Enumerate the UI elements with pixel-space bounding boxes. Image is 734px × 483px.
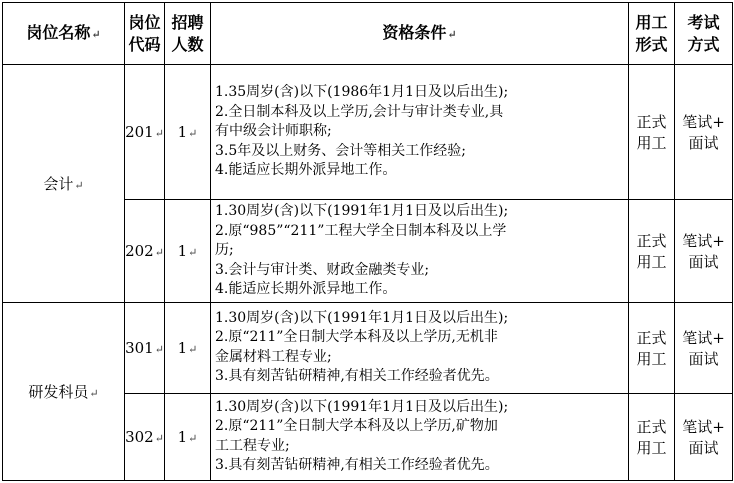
requirement-line: 2.全日制本科及以上学历,会计与审计类专业,具 — [215, 103, 504, 120]
paragraph-mark-icon: ↵ — [91, 27, 101, 41]
requirement-line: 历; — [215, 242, 234, 259]
paragraph-mark-icon: ↵ — [154, 245, 164, 259]
paragraph-mark-icon: ↵ — [188, 342, 198, 356]
position-name-cell: 研发科员↵ — [3, 302, 125, 480]
position-name-cell: 会计↵ — [3, 65, 125, 303]
requirement-line: 2.原“211”全日制大学本科及以上学历,矿物加 — [215, 418, 498, 435]
paragraph-mark-icon: ↵ — [74, 178, 84, 192]
header-employment-type: 用工 形式 — [629, 3, 675, 65]
hire-count-cell: 1↵ — [165, 65, 211, 200]
table-row — [3, 65, 733, 200]
requirement-line: 3.会计与审计类、财政金融类专业; — [215, 261, 430, 278]
requirement-line: 4.能适应长期外派异地工作。 — [215, 281, 397, 298]
recruitment-table — [2, 2, 733, 481]
position-code-cell: 302↵ — [125, 393, 165, 480]
paragraph-mark-icon: ↵ — [188, 245, 198, 259]
employment-type-cell: 正式 用工 — [629, 393, 675, 480]
requirement-line: 1.30周岁(含)以下(1991年1月1日及以后出生); — [215, 398, 509, 415]
exam-method-cell: 笔试+ 面试 — [675, 65, 733, 200]
requirement-line: 3.具有刻苦钻研精神,有相关工作经验者优先。 — [215, 368, 499, 385]
header-hire-count: 招聘 人数 — [165, 3, 211, 65]
hire-count-cell: 1↵ — [165, 302, 211, 393]
hire-count-cell: 1↵ — [165, 393, 211, 480]
requirement-line: 金属材料工程专业; — [215, 348, 332, 365]
requirements-cell — [211, 65, 629, 200]
requirement-line: 1.35周岁(含)以下(1986年1月1日及以后出生); — [215, 84, 509, 101]
table-row — [3, 302, 733, 393]
requirements-cell — [211, 393, 629, 480]
requirement-line: 1.30周岁(含)以下(1991年1月1日及以后出生); — [215, 203, 509, 220]
paragraph-mark-icon: ↵ — [447, 27, 457, 41]
requirement-line: 2.原“211”全日制大学本科及以上学历,无机非 — [215, 329, 498, 346]
header-position-name: 岗位名称↵ — [3, 3, 125, 65]
requirements-cell — [211, 302, 629, 393]
paragraph-mark-icon: ↵ — [154, 127, 164, 141]
employment-type-cell: 正式 用工 — [629, 302, 675, 393]
hire-count-cell: 1↵ — [165, 200, 211, 302]
exam-method-cell: 笔试+ 面试 — [675, 200, 733, 302]
requirement-line: 1.30周岁(含)以下(1991年1月1日及以后出生); — [215, 309, 509, 326]
requirement-line: 3.5年及以上财务、会计等相关工作经验; — [215, 142, 466, 159]
requirement-line: 3.具有刻苦钻研精神,有相关工作经验者优先。 — [215, 457, 499, 474]
paragraph-mark-icon: ↵ — [188, 431, 198, 445]
employment-type-cell: 正式 用工 — [629, 65, 675, 200]
requirement-line: 工工程专业; — [215, 437, 290, 454]
paragraph-mark-icon: ↵ — [89, 386, 99, 400]
employment-type-cell: 正式 用工 — [629, 200, 675, 302]
requirements-cell — [211, 200, 629, 302]
header-row — [3, 3, 733, 65]
position-code-cell: 202↵ — [125, 200, 165, 302]
paragraph-mark-icon: ↵ — [154, 342, 164, 356]
exam-method-cell: 笔试+ 面试 — [675, 302, 733, 393]
paragraph-mark-icon: ↵ — [154, 431, 164, 445]
header-exam-method: 考试 方式 — [675, 3, 733, 65]
exam-method-cell: 笔试+ 面试 — [675, 393, 733, 480]
requirement-line: 2.原“985”“211”工程大学全日制本科及以上学 — [215, 222, 507, 239]
header-position-code: 岗位 代码 — [125, 3, 165, 65]
requirement-line: 4.能适应长期外派异地工作。 — [215, 162, 397, 179]
paragraph-mark-icon: ↵ — [188, 127, 198, 141]
requirement-line: 有中级会计师职称; — [215, 123, 332, 140]
position-code-cell: 201↵ — [125, 65, 165, 200]
header-qualifications: 资格条件↵ — [211, 3, 629, 65]
position-code-cell: 301↵ — [125, 302, 165, 393]
